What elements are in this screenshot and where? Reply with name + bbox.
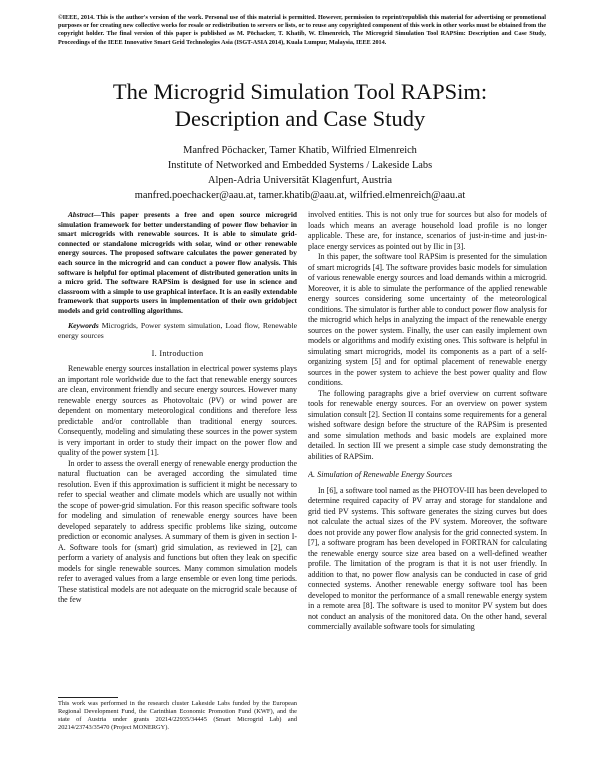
title-line-1: The Microgrid Simulation Tool RAPSim:: [112, 79, 488, 104]
keywords: [58, 321, 297, 341]
right-paragraph-2: In this paper, the software tool RAPSim is presented for the simulation of smart microgrids [4]. The software provides basic models for simulation of various renewable energy sources and load demands within a microgrid. Moreover, it is able to simulate the performance of the applied renewable energy sources considering some uncertainty of the meteorological conditions. The simulator is further able to conduct power flow analysis for the microgrid which helps in analyzing the impact of the renewable energy sources on the power system. Finally, the user can easily implement own models or algorithms and modify existing ones. This software is helpful in simulating smart microgrids, model its components as a part of a self-organizing system [5] and for optimal placement of renewable energy sources in the power system to achieve the best power quality and flow conditions.: [308, 252, 547, 387]
right-paragraph-4: In [6], a software tool named as the PHOTOV-III has been developed to determine required capacity of PV array and storage for standalone and grid tied PV systems. This software generates the sizing curves but does not calculate the actual sizes of the PV system. Moreover, the software does not provide any power flow analysis for the grid connected system. In [7], a software program has been developed in FORTRAN for calculating the renewable energy source size area based on a well-defined weather profile. The limitation of the program is that it is not user friendly. In addition to that, no power flow analysis can be conducted in case of grid connected systems. Another renewable energy software tool has been developed to monitor the performance of a small renewable energy system in a remote area [8]. The software is used to monitor PV system but does not conduct an analysis of the monitored data. On the other hand, several commercially available software tools for simulating: [308, 485, 547, 631]
right-paragraph-3: The following paragraphs give a brief overview on current software tools for renewable energy sources. For an overview on power system simulation consult [2]. Section II contains some requirements for a general wished software design before the structure of the RAPSim is presented and some simulation methods and basic models are explained more detailed. In section III we present a simple case study demonstrating the abilities of RAPSim.: [308, 388, 547, 461]
right-paragraph-1: involved entities. This is not only true for sources but also for models of loads which means an average household load profile is no longer applicable. These are, for instance, scenarios of just-in-time and just-in-place energy services as pointed out by Ilic in [3].: [308, 210, 547, 251]
keywords-text: Microgrids, Power system simulation, Load flow, Renewable energy sources: [58, 320, 297, 340]
paper-title: [30, 78, 570, 132]
right-column: [308, 210, 547, 765]
abstract-label: Abstract: [68, 210, 94, 219]
affiliation-university: Alpen-Adria Universität Klagenfurt, Austria: [207, 175, 393, 186]
copyright-notice: ©IEEE, 2014. This is the author's version of the work. Personal use of this material is permitted. However, permission to reprint/republish this material for advertising or promotional purposes or for creating new collective works for resale or redistribution to servers or lists, or to reuse any copyrighted component of this work in other works must be obtained from the copyright holder. The final version of this paper is published as M. Pöchacker, T. Khatib, W. Elmenreich, The Microgrid Simulation Tool RAPSim: Description and Case Study, Proceedings of the IEEE Innovative Smart Grid Technologies Asia (ISGT-ASIA 2014), Kuala Lumpur, Malaysia, IEEE 2014.: [58, 14, 546, 46]
author-names: Manfred Pöchacker, Tamer Khatib, Wilfried Elmenreich: [183, 145, 417, 156]
left-column: [58, 210, 297, 765]
intro-paragraph-1: Renewable energy sources installation in electrical power systems plays an important role worldwide due to the fact that renewable energy sources are clean, environment friendly and secure energy sources. However many renewable energy sources as Photovoltaic (PV) or wind power are dependent on momentary meteorological conditions and therefore less predictable and/or controllable than traditional energy sources. Consequently, modeling and simulating these sources in the power system is very important in order to study their impact on the power flow and quality of the power system [1].: [58, 364, 297, 458]
author-emails: manfred.poechacker@aau.at, tamer.khatib@aau.at, wilfried.elmenreich@aau.at: [134, 190, 466, 201]
subsection-a-heading: A. Simulation of Renewable Energy Sources: [308, 470, 453, 479]
section-introduction-heading: I. Introduction: [151, 348, 204, 358]
abstract: [58, 210, 297, 316]
affiliation-institute: Institute of Networked and Embedded Systems / Lakeside Labs: [167, 160, 433, 171]
funding-footnote: This work was performed in the research cluster Lakeside Labs funded by the European Regional Development Fund, the Carinthian Economic Promotion Fund (KWF), and the state of Austria under grants 20214/22935/34445 (Smart Microgrid Lab) and 20214/23743/35470 (Project MONERGY).: [58, 700, 297, 731]
keywords-label: Keywords: [68, 320, 99, 330]
footnote-rule: [58, 697, 118, 698]
title-line-2: Description and Case Study: [174, 106, 426, 131]
intro-paragraph-2: In order to assess the overall energy of renewable energy production the natural fluctuation can be averaged according the simulated time resolution. Even if this approximation is sufficient it might be necessary to refer to special weather and climate models which are usually not within the scope of power-grid simulation. For this reason specific software tools for modeling and simulation of renewable energy sources have been developed separately to address specific problems like sizing, outcome prediction or economic analyses. A summary of them is given in section I-A. Software tools for (smart) grid simulation, as reviewed in [2], can perform a variety of analysis and functions but often they leak on specific models for single renewable sources. Many common simulation models refer to averaged values from a large ensemble or even long time periods. These statistical models are not adequate on the microgrid scale because of the few: [58, 458, 297, 605]
abstract-text: —This paper presents a free and open source microgrid simulation framework for better understanding of power flow behavior in smart microgrids with renewable sources. It is able to simulate grid-connected or standalone microgrids with solar, wind or other renewable energy sources. The proposed software calculates the power generated by each source in the microgrid and can conduct a power flow analysis. This software is helpful for optimal placement of distributed generation units in a micro grid. The software RAPSim is designed for use in science and classroom with a simple to use graphical interface. It is an easily extendable framework that supports users in implementation of their own gridobject models and grid controlling algorithms.: [58, 210, 297, 315]
author-block: [30, 143, 570, 203]
